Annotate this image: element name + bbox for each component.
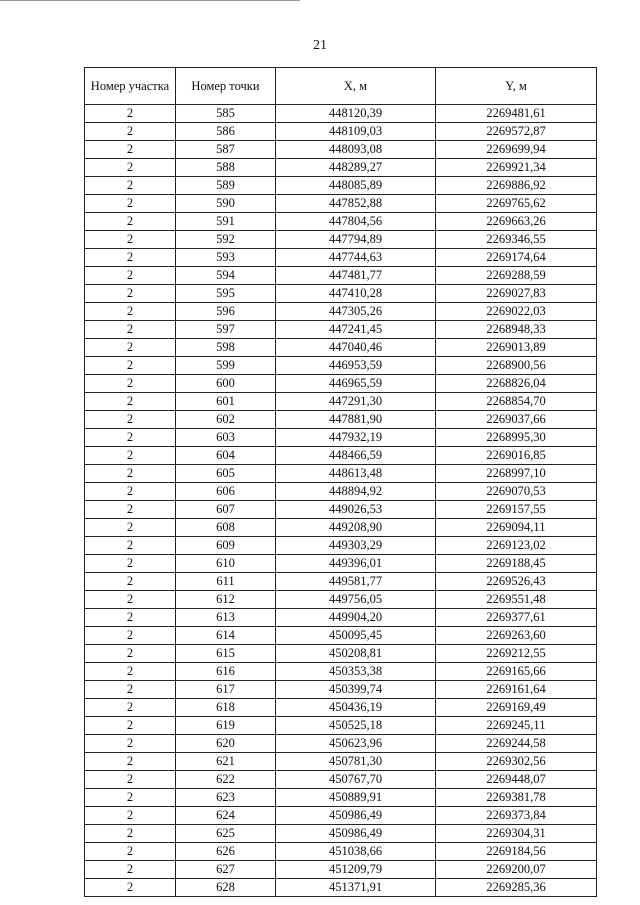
- cell-point-number: 602: [176, 411, 276, 429]
- cell-x: 448085,89: [276, 177, 436, 195]
- cell-y: 2268900,56: [436, 357, 597, 375]
- cell-plot-number: 2: [85, 141, 176, 159]
- cell-x: 448289,27: [276, 159, 436, 177]
- cell-y: 2269027,83: [436, 285, 597, 303]
- table-row: [85, 537, 597, 555]
- cell-plot-number: 2: [85, 123, 176, 141]
- header-y: Y, м: [436, 68, 597, 105]
- cell-x: 450781,30: [276, 753, 436, 771]
- cell-plot-number: 2: [85, 699, 176, 717]
- cell-point-number: 585: [176, 105, 276, 123]
- scan-edge-line: [0, 0, 300, 1]
- table-row: [85, 519, 597, 537]
- cell-y: 2269765,62: [436, 195, 597, 213]
- cell-point-number: 594: [176, 267, 276, 285]
- cell-y: 2269377,61: [436, 609, 597, 627]
- cell-point-number: 621: [176, 753, 276, 771]
- table-row: [85, 717, 597, 735]
- table-row: [85, 339, 597, 357]
- cell-point-number: 605: [176, 465, 276, 483]
- cell-point-number: 592: [176, 231, 276, 249]
- cell-plot-number: 2: [85, 447, 176, 465]
- cell-plot-number: 2: [85, 483, 176, 501]
- cell-y: 2269921,34: [436, 159, 597, 177]
- cell-x: 449581,77: [276, 573, 436, 591]
- cell-plot-number: 2: [85, 825, 176, 843]
- cell-y: 2269174,64: [436, 249, 597, 267]
- cell-point-number: 597: [176, 321, 276, 339]
- table-row: [85, 411, 597, 429]
- cell-point-number: 628: [176, 879, 276, 897]
- cell-plot-number: 2: [85, 213, 176, 231]
- cell-x: 450623,96: [276, 735, 436, 753]
- cell-plot-number: 2: [85, 375, 176, 393]
- cell-y: 2269551,48: [436, 591, 597, 609]
- cell-plot-number: 2: [85, 411, 176, 429]
- table-row: [85, 375, 597, 393]
- table-row: [85, 321, 597, 339]
- cell-point-number: 603: [176, 429, 276, 447]
- cell-plot-number: 2: [85, 789, 176, 807]
- cell-point-number: 604: [176, 447, 276, 465]
- cell-point-number: 587: [176, 141, 276, 159]
- cell-point-number: 616: [176, 663, 276, 681]
- cell-y: 2269123,02: [436, 537, 597, 555]
- cell-y: 2268948,33: [436, 321, 597, 339]
- cell-point-number: 617: [176, 681, 276, 699]
- cell-x: 447881,90: [276, 411, 436, 429]
- table-row: [85, 285, 597, 303]
- table-row: [85, 429, 597, 447]
- cell-x: 450095,45: [276, 627, 436, 645]
- cell-y: 2269016,85: [436, 447, 597, 465]
- cell-x: 447291,30: [276, 393, 436, 411]
- cell-y: 2269346,55: [436, 231, 597, 249]
- cell-point-number: 589: [176, 177, 276, 195]
- cell-point-number: 595: [176, 285, 276, 303]
- table-row: [85, 447, 597, 465]
- cell-x: 449904,20: [276, 609, 436, 627]
- cell-y: 2269526,43: [436, 573, 597, 591]
- cell-plot-number: 2: [85, 879, 176, 897]
- cell-point-number: 601: [176, 393, 276, 411]
- cell-y: 2269663,26: [436, 213, 597, 231]
- cell-plot-number: 2: [85, 519, 176, 537]
- table-row: [85, 357, 597, 375]
- cell-y: 2269245,11: [436, 717, 597, 735]
- cell-point-number: 613: [176, 609, 276, 627]
- table-row: [85, 609, 597, 627]
- cell-point-number: 622: [176, 771, 276, 789]
- coordinates-table: [84, 67, 597, 897]
- cell-point-number: 590: [176, 195, 276, 213]
- cell-y: 2269302,56: [436, 753, 597, 771]
- cell-x: 447932,19: [276, 429, 436, 447]
- cell-y: 2269304,31: [436, 825, 597, 843]
- cell-y: 2269184,56: [436, 843, 597, 861]
- table-row: [85, 663, 597, 681]
- cell-y: 2269037,66: [436, 411, 597, 429]
- cell-y: 2269886,92: [436, 177, 597, 195]
- cell-plot-number: 2: [85, 537, 176, 555]
- cell-plot-number: 2: [85, 645, 176, 663]
- cell-plot-number: 2: [85, 357, 176, 375]
- table-row: [85, 591, 597, 609]
- table-row: [85, 177, 597, 195]
- table-row: [85, 843, 597, 861]
- cell-x: 448120,39: [276, 105, 436, 123]
- table-row: [85, 825, 597, 843]
- cell-x: 448109,03: [276, 123, 436, 141]
- cell-plot-number: 2: [85, 285, 176, 303]
- table-row: [85, 645, 597, 663]
- cell-point-number: 625: [176, 825, 276, 843]
- cell-point-number: 599: [176, 357, 276, 375]
- cell-plot-number: 2: [85, 231, 176, 249]
- cell-y: 2269699,94: [436, 141, 597, 159]
- cell-point-number: 591: [176, 213, 276, 231]
- cell-point-number: 626: [176, 843, 276, 861]
- cell-plot-number: 2: [85, 501, 176, 519]
- cell-plot-number: 2: [85, 609, 176, 627]
- cell-point-number: 598: [176, 339, 276, 357]
- table-body: [85, 105, 597, 897]
- cell-point-number: 607: [176, 501, 276, 519]
- cell-point-number: 596: [176, 303, 276, 321]
- cell-plot-number: 2: [85, 321, 176, 339]
- table-row: [85, 789, 597, 807]
- cell-y: 2269263,60: [436, 627, 597, 645]
- cell-x: 451371,91: [276, 879, 436, 897]
- cell-plot-number: 2: [85, 663, 176, 681]
- table-row: [85, 123, 597, 141]
- cell-point-number: 600: [176, 375, 276, 393]
- cell-point-number: 615: [176, 645, 276, 663]
- table-row: [85, 141, 597, 159]
- cell-x: 448466,59: [276, 447, 436, 465]
- cell-plot-number: 2: [85, 771, 176, 789]
- cell-plot-number: 2: [85, 465, 176, 483]
- cell-point-number: 588: [176, 159, 276, 177]
- cell-x: 447794,89: [276, 231, 436, 249]
- cell-plot-number: 2: [85, 249, 176, 267]
- cell-y: 2269161,64: [436, 681, 597, 699]
- table-row: [85, 681, 597, 699]
- table-row: [85, 195, 597, 213]
- cell-x: 448894,92: [276, 483, 436, 501]
- table-row: [85, 213, 597, 231]
- table-row: [85, 735, 597, 753]
- cell-x: 450436,19: [276, 699, 436, 717]
- cell-x: 450353,38: [276, 663, 436, 681]
- cell-plot-number: 2: [85, 303, 176, 321]
- table-row: [85, 879, 597, 897]
- cell-plot-number: 2: [85, 843, 176, 861]
- cell-y: 2268997,10: [436, 465, 597, 483]
- table-row: [85, 771, 597, 789]
- cell-x: 450208,81: [276, 645, 436, 663]
- cell-plot-number: 2: [85, 177, 176, 195]
- cell-y: 2269157,55: [436, 501, 597, 519]
- cell-x: 450889,91: [276, 789, 436, 807]
- cell-point-number: 608: [176, 519, 276, 537]
- cell-y: 2269448,07: [436, 771, 597, 789]
- cell-point-number: 627: [176, 861, 276, 879]
- cell-plot-number: 2: [85, 807, 176, 825]
- cell-plot-number: 2: [85, 753, 176, 771]
- cell-plot-number: 2: [85, 339, 176, 357]
- header-point-number: Номер точки: [176, 68, 276, 105]
- cell-y: 2269572,87: [436, 123, 597, 141]
- header-plot-number: Номер участка: [85, 68, 176, 105]
- cell-x: 450986,49: [276, 807, 436, 825]
- cell-x: 447852,88: [276, 195, 436, 213]
- cell-x: 450525,18: [276, 717, 436, 735]
- cell-x: 447481,77: [276, 267, 436, 285]
- cell-point-number: 610: [176, 555, 276, 573]
- cell-y: 2269381,78: [436, 789, 597, 807]
- cell-plot-number: 2: [85, 429, 176, 447]
- cell-x: 449208,90: [276, 519, 436, 537]
- cell-plot-number: 2: [85, 159, 176, 177]
- page-number: 21: [313, 38, 327, 53]
- table-header: [85, 68, 597, 105]
- cell-point-number: 618: [176, 699, 276, 717]
- cell-x: 446953,59: [276, 357, 436, 375]
- cell-x: 449396,01: [276, 555, 436, 573]
- cell-plot-number: 2: [85, 861, 176, 879]
- cell-point-number: 624: [176, 807, 276, 825]
- cell-y: 2269373,84: [436, 807, 597, 825]
- cell-point-number: 620: [176, 735, 276, 753]
- cell-plot-number: 2: [85, 393, 176, 411]
- cell-y: 2269212,55: [436, 645, 597, 663]
- cell-plot-number: 2: [85, 195, 176, 213]
- cell-y: 2269022,03: [436, 303, 597, 321]
- cell-point-number: 586: [176, 123, 276, 141]
- table-row: [85, 555, 597, 573]
- cell-y: 2269285,36: [436, 879, 597, 897]
- cell-point-number: 614: [176, 627, 276, 645]
- cell-y: 2269244,58: [436, 735, 597, 753]
- table-row: [85, 249, 597, 267]
- cell-y: 2269188,45: [436, 555, 597, 573]
- table-row: [85, 699, 597, 717]
- cell-point-number: 623: [176, 789, 276, 807]
- cell-x: 447410,28: [276, 285, 436, 303]
- table-row: [85, 753, 597, 771]
- cell-point-number: 609: [176, 537, 276, 555]
- cell-x: 447241,45: [276, 321, 436, 339]
- cell-x: 449026,53: [276, 501, 436, 519]
- cell-x: 447744,63: [276, 249, 436, 267]
- cell-plot-number: 2: [85, 105, 176, 123]
- cell-y: 2269481,61: [436, 105, 597, 123]
- table-row: [85, 861, 597, 879]
- cell-y: 2268995,30: [436, 429, 597, 447]
- cell-point-number: 606: [176, 483, 276, 501]
- cell-x: 448093,08: [276, 141, 436, 159]
- cell-x: 450986,49: [276, 825, 436, 843]
- cell-plot-number: 2: [85, 717, 176, 735]
- cell-x: 449756,05: [276, 591, 436, 609]
- table-row: [85, 501, 597, 519]
- table-row: [85, 105, 597, 123]
- table-row: [85, 267, 597, 285]
- cell-x: 449303,29: [276, 537, 436, 555]
- header-row: [85, 68, 597, 105]
- cell-y: 2269070,53: [436, 483, 597, 501]
- table-row: [85, 465, 597, 483]
- table-row: [85, 807, 597, 825]
- cell-x: 446965,59: [276, 375, 436, 393]
- cell-x: 450767,70: [276, 771, 436, 789]
- cell-y: 2269013,89: [436, 339, 597, 357]
- cell-y: 2269169,49: [436, 699, 597, 717]
- cell-point-number: 611: [176, 573, 276, 591]
- table-row: [85, 393, 597, 411]
- table-row: [85, 483, 597, 501]
- cell-plot-number: 2: [85, 267, 176, 285]
- cell-plot-number: 2: [85, 627, 176, 645]
- cell-x: 451038,66: [276, 843, 436, 861]
- cell-plot-number: 2: [85, 555, 176, 573]
- cell-point-number: 612: [176, 591, 276, 609]
- cell-x: 448613,48: [276, 465, 436, 483]
- cell-plot-number: 2: [85, 681, 176, 699]
- cell-plot-number: 2: [85, 735, 176, 753]
- cell-x: 450399,74: [276, 681, 436, 699]
- cell-point-number: 619: [176, 717, 276, 735]
- table-row: [85, 303, 597, 321]
- cell-y: 2269288,59: [436, 267, 597, 285]
- cell-y: 2269094,11: [436, 519, 597, 537]
- cell-x: 447040,46: [276, 339, 436, 357]
- cell-y: 2268854,70: [436, 393, 597, 411]
- cell-x: 447804,56: [276, 213, 436, 231]
- cell-plot-number: 2: [85, 591, 176, 609]
- table-row: [85, 159, 597, 177]
- header-x: X, м: [276, 68, 436, 105]
- table-row: [85, 573, 597, 591]
- cell-plot-number: 2: [85, 573, 176, 591]
- table-row: [85, 627, 597, 645]
- cell-y: 2269165,66: [436, 663, 597, 681]
- table-row: [85, 231, 597, 249]
- cell-y: 2269200,07: [436, 861, 597, 879]
- cell-x: 447305,26: [276, 303, 436, 321]
- cell-y: 2268826,04: [436, 375, 597, 393]
- cell-x: 451209,79: [276, 861, 436, 879]
- cell-point-number: 593: [176, 249, 276, 267]
